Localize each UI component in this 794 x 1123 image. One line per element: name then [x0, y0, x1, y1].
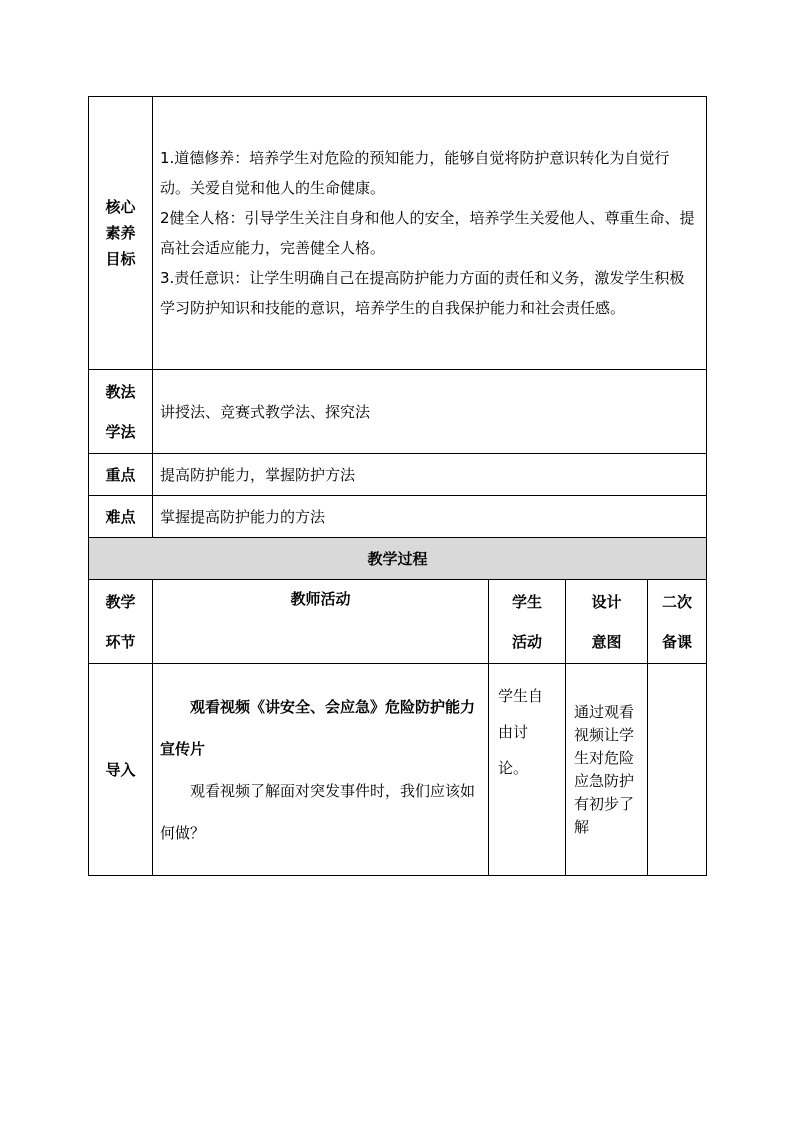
header-design: 设计意图: [566, 580, 648, 664]
lesson-plan-table: [88, 96, 707, 876]
row-teacher: [153, 664, 489, 876]
process-header-row: [89, 580, 707, 664]
goal-personality: 2健全人格：引导学生关注自身和他人的安全，培养学生关爱他人、尊重生命、提高社会适应能力，完善健全人格。: [160, 209, 695, 257]
goal-moral: 1.道德修养：培养学生对危险的预知能力，能够自觉将防护意识转化为自觉行动。关爱自觉和他人的生命健康。: [160, 149, 670, 197]
row-stage: 导入: [89, 664, 153, 876]
methods-value: 讲授法、竞赛式教学法、探究法: [153, 370, 707, 454]
header-stage: 教学环节: [89, 580, 153, 664]
row-second: [648, 664, 707, 876]
row-design: 通过观看视频让学生对危险应急防护有初步了解: [566, 664, 648, 876]
core-literacy-row: [89, 97, 707, 370]
process-title: 教学过程: [89, 538, 707, 580]
header-teacher: 教师活动: [153, 580, 489, 664]
header-student: 学生活动: [489, 580, 566, 664]
header-second: 二次备课: [648, 580, 707, 664]
core-literacy-label: 核心素养目标: [89, 97, 153, 370]
key-point-row: [89, 454, 707, 496]
methods-label: 教法学法: [89, 370, 153, 454]
core-literacy-content: [153, 97, 707, 370]
row-student: 学生自由讨论。: [489, 664, 566, 876]
key-point-value: 提高防护能力，掌握防护方法: [153, 454, 707, 496]
goal-responsibility: 3.责任意识：让学生明确自己在提高防护能力方面的责任和义务，激发学生积极学习防护知识和技能的意识，培养学生的自我保护能力和社会责任感。: [160, 269, 685, 317]
difficulty-value: 掌握提高防护能力的方法: [153, 496, 707, 538]
methods-row: [89, 370, 707, 454]
process-banner-row: [89, 538, 707, 580]
teacher-activity-text: 观看视频了解面对突发事件时，我们应该如何做？: [160, 781, 476, 842]
key-point-label: 重点: [89, 454, 153, 496]
difficulty-label: 难点: [89, 496, 153, 538]
process-row: [89, 664, 707, 876]
difficulty-row: [89, 496, 707, 538]
teacher-activity-bold: 观看视频《讲安全、会应急》危险防护能力宣传片: [160, 697, 476, 758]
